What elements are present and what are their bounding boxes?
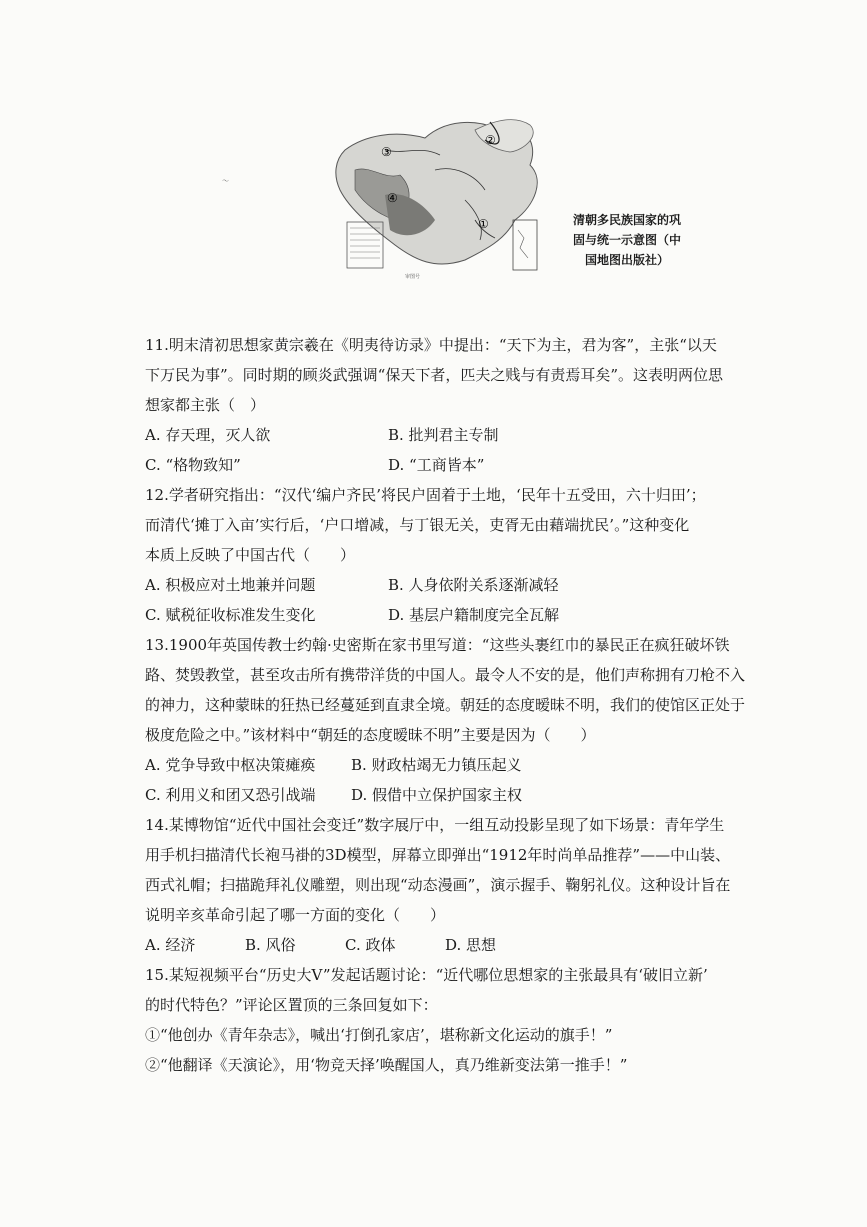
question-list [145, 330, 785, 1080]
question-stem-line: 而清代‘摊丁入亩’实行后，‘户口增减，与丁银无关，吏胥无由藉端扰民’。”这种变化 [145, 516, 690, 534]
question-15 [145, 960, 785, 1080]
question-stem-line: 路、焚毁教堂，甚至攻击所有携带洋货的中国人。最令人不安的是，他们声称拥有刀枪不入 [145, 666, 746, 684]
question-stem-line: 13.1900年英国传教士约翰·史密斯在家书里写道：“这些头裹红巾的暴民正在疯狂破坏铁 [145, 636, 730, 654]
option-row [145, 750, 785, 780]
answer-option[interactable]: A. 积极应对土地兼并问题 [145, 576, 316, 594]
answer-option[interactable]: B. 人身依附关系逐渐减轻 [388, 576, 559, 594]
option-row [145, 930, 785, 960]
answer-option[interactable]: D. “工商皆本” [388, 456, 485, 474]
question-13 [145, 630, 785, 810]
question-stem-line: 下万民为事”。同时期的顾炎武强调“保天下者，匹夫之贱与有责焉耳矣”。这表明两位思 [145, 366, 724, 384]
option-row [145, 420, 785, 450]
question-stem-line: 极度危险之中。”该材料中“朝廷的态度暧昧不明”主要是因为（ ） [145, 726, 596, 744]
option-row [145, 450, 785, 480]
answer-option[interactable]: C. 利用义和团又恐引战端 [145, 786, 316, 804]
question-stem-line: 15.某短视频平台“历史大V”发起话题讨论：“近代哪位思想家的主张最具有‘破旧立新’ [145, 966, 708, 984]
question-stem-line: 的时代特色？”评论区置顶的三条回复如下： [145, 996, 438, 1014]
option-row [145, 780, 785, 810]
question-12 [145, 480, 785, 630]
answer-option[interactable]: D. 基层户籍制度完全瓦解 [388, 606, 560, 624]
question-stem-line: 说明辛亥革命引起了哪一方面的变化（ ） [145, 906, 446, 924]
answer-option[interactable]: C. 赋税征收标准发生变化 [145, 606, 316, 624]
question-11 [145, 330, 785, 480]
question-stem-line: 11.明末清初思想家黄宗羲在《明夷待访录》中提出：“天下为主，君为客”，主张“以天 [145, 336, 717, 354]
answer-option[interactable]: C. 政体 [345, 936, 396, 954]
answer-option[interactable]: A. 党争导致中枢决策瘫痪 [145, 756, 316, 774]
answer-option[interactable]: D. 思想 [445, 936, 497, 954]
question-14 [145, 810, 785, 960]
answer-option[interactable]: A. 存天理，灭人欲 [145, 426, 271, 444]
map-marker-3: ③ [381, 145, 392, 159]
map-caption-line: 国地图出版社） [584, 253, 669, 267]
map-caption-line: 清朝多民族国家的巩 [572, 213, 681, 227]
question-stem-line: 本质上反映了中国古代（ ） [145, 546, 356, 564]
scan-speck: ～ [222, 177, 229, 185]
answer-option[interactable]: C. “格物致知” [145, 456, 241, 474]
answer-option[interactable]: A. 经济 [145, 936, 196, 954]
question-stem-line: 14.某博物馆“近代中国社会变迁”数字展厅中，一组互动投影呈现了如下场景：青年学生 [145, 816, 725, 834]
map-footnote: 审图号 [405, 274, 421, 280]
answer-option[interactable]: D. 假借中立保护国家主权 [351, 786, 523, 804]
question-stem-line: 的神力，这种蒙昧的狂热已经蔓延到直隶全境。朝廷的态度暧昧不明，我们的使馆区正处于 [145, 696, 746, 714]
question-stem-line: ①“他创办《青年杂志》，喊出‘打倒孔家店’，堪称新文化运动的旗手！” [145, 1026, 613, 1044]
option-row [145, 600, 785, 630]
answer-option[interactable]: B. 财政枯竭无力镇压起义 [351, 756, 522, 774]
question-stem-line: ②“他翻译《天演论》，用‘物竞天择’唤醒国人，真乃维新变法第一推手！” [145, 1056, 628, 1074]
map-caption-line: 固与统一示意图（中 [572, 233, 681, 247]
option-row [145, 570, 785, 600]
answer-option[interactable]: B. 风俗 [245, 936, 296, 954]
question-stem-line: 想家都主张（ ） [145, 396, 266, 414]
map-caption [557, 210, 697, 270]
question-stem-line: 西式礼帽；扫描跪拜礼仪雕塑，则出现“动态漫画”，演示握手、鞠躬礼仪。这种设计旨在 [145, 876, 731, 894]
question-stem-line: 用手机扫描清代长袍马褂的3D模型，屏幕立即弹出“1912年时尚单品推荐”——中山装、 [145, 846, 731, 864]
map-marker-2: ② [485, 133, 496, 147]
answer-option[interactable]: B. 批判君主专制 [388, 426, 499, 444]
map-figure [325, 110, 700, 292]
question-stem-line: 12.学者研究指出：“汉代‘编户齐民’将民户固着于土地，‘民年十五受田，六十归田’； [145, 486, 706, 504]
map-marker-1: ① [478, 217, 489, 231]
map-marker-4: ④ [387, 191, 398, 205]
